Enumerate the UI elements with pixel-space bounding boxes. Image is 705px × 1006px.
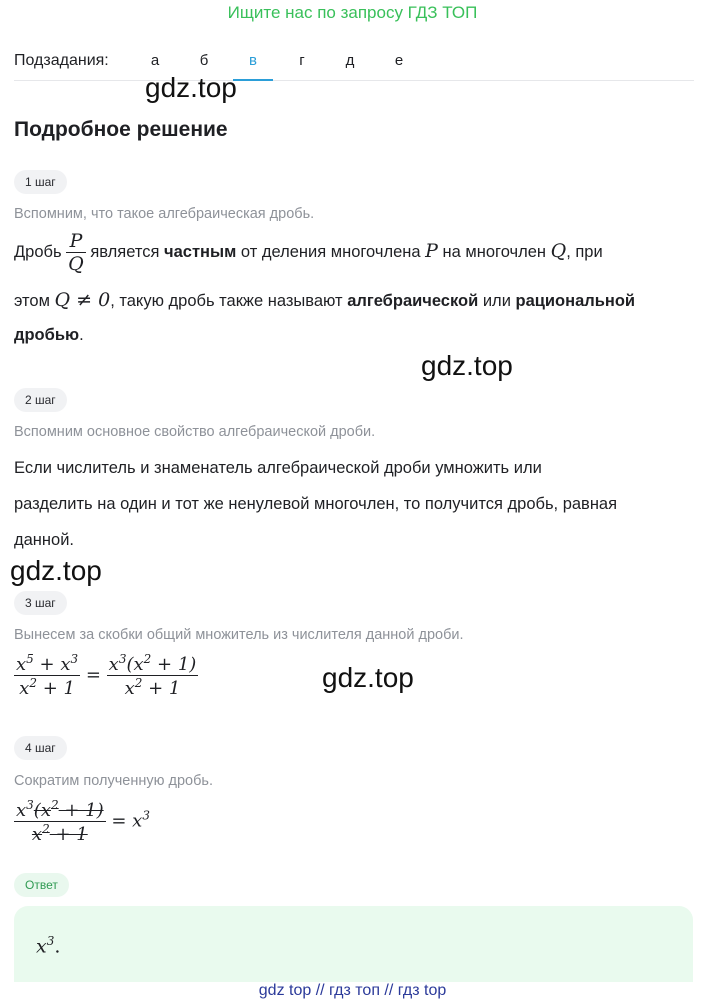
tab-b[interactable]: б [199,52,209,69]
step-1-line-3: дробью. [14,326,84,344]
answer-box [14,906,693,982]
step-2-line-3: данной. [14,531,75,549]
tab-e[interactable]: е [394,52,404,69]
subtasks-bar [14,52,694,81]
footer-links[interactable]: gdz top // гдз топ // гдз top [258,982,447,999]
step-2-badge: 2 шаг [14,388,67,412]
tab-d[interactable]: д [345,52,355,69]
step-2-hint: Вспомним основное свойство алгебраической дроби. [14,424,376,440]
step-2-line-2: разделить на один и тот же ненулевой многочлен, то получится дробь, равная [14,495,618,513]
search-banner[interactable]: Ищите нас по запросу ГДЗ ТОП [227,3,478,22]
step-2-line-1: Если числитель и знаменатель алгебраической дроби умножить или [14,459,542,477]
step-3-formula: $\frac{x^5 + x^3}{x^2 + 1}$ = $\frac{x^3(x^2 + 1)}{x^2 + 1}$ [16,652,197,699]
watermark: gdz.top [10,555,102,586]
fraction-p-over-q: $\frac{P}{Q}$ [68,230,84,275]
tab-v[interactable]: в [233,52,273,81]
step-4-formula: $\frac{x^3(x^2 + 1)}{x^2 + 1}$ = $x^3$ [16,798,150,845]
answer-value: $x^3$. [36,934,61,958]
step-3-badge: 3 шаг [14,591,67,615]
step-1-badge: 1 шаг [14,170,67,194]
step-1-line-1: Дробь $\frac{P}{Q}$ является частным от деления многочлена P на многочлен Q, при [14,230,603,275]
answer-badge: Ответ [14,873,69,897]
watermark: gdz.top [145,72,237,103]
watermark: gdz.top [322,662,414,693]
step-3-hint: Вынесем за скобки общий множитель из числителя данной дроби. [14,627,464,643]
watermark: gdz.top [421,350,513,381]
step-4-badge: 4 шаг [14,736,67,760]
tab-g[interactable]: г [299,52,305,69]
tab-a[interactable]: а [150,52,160,69]
step-4-hint: Сократим полученную дробь. [14,773,213,789]
step-1-hint: Вспомним, что такое алгебраическая дробь. [14,206,315,222]
subtasks-label: Подзадания: [14,52,109,69]
step-1-line-2: этом Q ≠ 0, такую дробь также называют алгебраической или рациональной [14,289,636,311]
solution-title: Подробное решение [14,118,228,141]
